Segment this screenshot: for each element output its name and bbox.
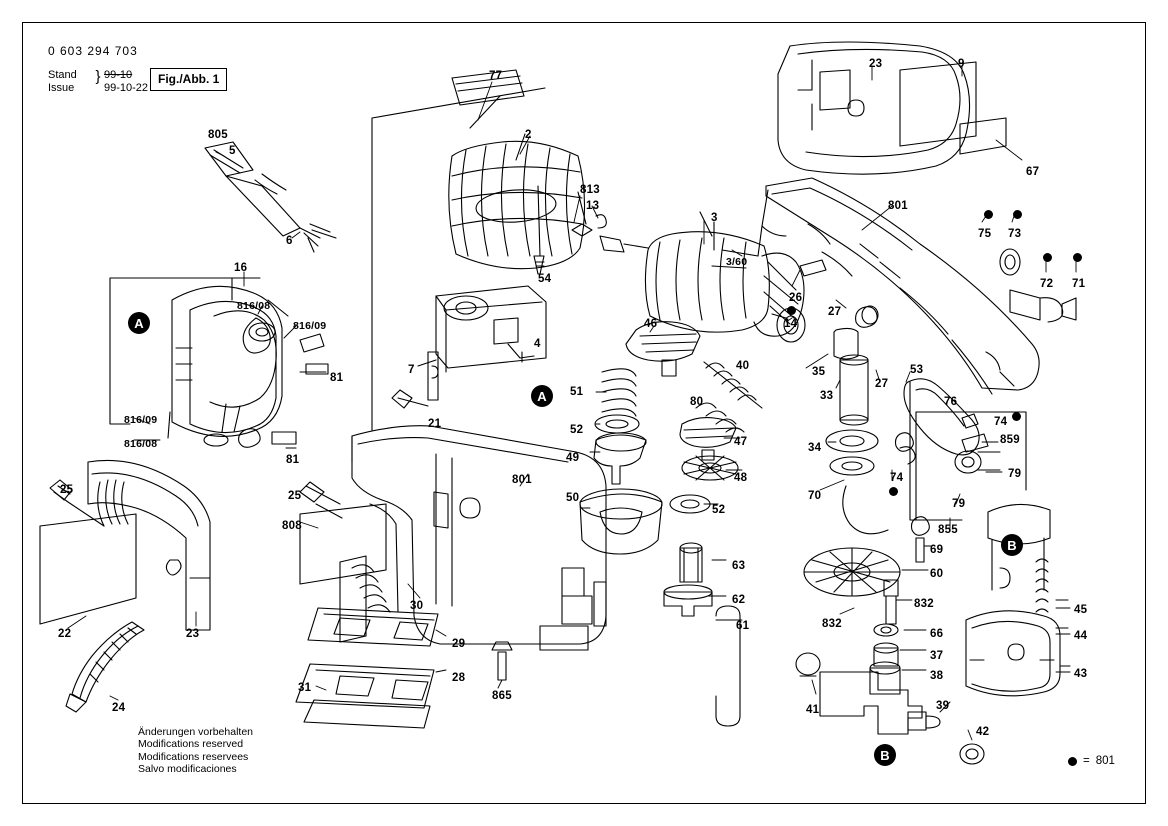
callout-34: 34 xyxy=(808,442,822,454)
callout-45: 45 xyxy=(1074,604,1088,616)
callout-21: 21 xyxy=(428,418,442,430)
callout-23: 23 xyxy=(186,628,200,640)
callout-5: 5 xyxy=(229,145,236,157)
filled-dot-icon xyxy=(1068,757,1077,766)
callout-73: 73 xyxy=(1008,228,1022,240)
callout-23: 23 xyxy=(869,58,883,70)
callout-77: 77 xyxy=(489,70,503,82)
callout-816-08: 816/08 xyxy=(124,438,158,450)
callout-66: 66 xyxy=(930,628,944,640)
callout-859: 859 xyxy=(1000,434,1020,446)
callout-801: 801 xyxy=(888,200,908,212)
callout-54: 54 xyxy=(538,273,552,285)
callout-72: 72 xyxy=(1040,278,1054,290)
note-line: Modifications reservees xyxy=(138,750,249,763)
callout-81: 81 xyxy=(286,454,300,466)
callout-40: 40 xyxy=(736,360,750,372)
callout-25: 25 xyxy=(60,484,74,496)
part-801-marker-dot xyxy=(984,210,993,219)
callout-80: 80 xyxy=(690,396,704,408)
callout-49: 49 xyxy=(566,452,580,464)
issue-date: 99-10-22 xyxy=(104,82,149,94)
callout-25: 25 xyxy=(288,490,302,502)
callout-28: 28 xyxy=(452,672,466,684)
callout-3-60: 3/60 xyxy=(726,256,748,268)
callout-44: 44 xyxy=(1074,630,1088,642)
callout-29: 29 xyxy=(452,638,466,650)
callout-43: 43 xyxy=(1074,668,1088,680)
figure-label-box: Fig./Abb. 1 xyxy=(150,68,227,91)
callout-52: 52 xyxy=(570,424,584,436)
callout-79: 79 xyxy=(1008,468,1022,480)
stand-label: Stand xyxy=(48,69,77,81)
part-number: 0 603 294 703 xyxy=(48,44,138,58)
callout-4: 4 xyxy=(534,338,541,350)
callout-48: 48 xyxy=(734,472,748,484)
part-801-marker-dot xyxy=(787,306,796,315)
callout-26: 26 xyxy=(789,292,803,304)
letter-callout-b: B xyxy=(1001,534,1023,556)
callout-69: 69 xyxy=(930,544,944,556)
diagram-border xyxy=(22,22,1146,804)
part-801-marker-dot xyxy=(1013,210,1022,219)
callout-813: 813 xyxy=(580,184,600,196)
callout-74: 74 xyxy=(890,472,904,484)
callout-38: 38 xyxy=(930,670,944,682)
callout-79: 79 xyxy=(952,498,966,510)
letter-callout-a: A xyxy=(531,385,553,407)
callout-14: 14 xyxy=(784,318,798,330)
disclaimer-notes xyxy=(138,726,253,776)
callout-816-09: 816/09 xyxy=(124,414,158,426)
callout-3: 3 xyxy=(711,212,718,224)
note-line: Salvo modificaciones xyxy=(138,763,237,776)
callout-53: 53 xyxy=(910,364,924,376)
callout-70: 70 xyxy=(808,490,822,502)
callout-75: 75 xyxy=(978,228,992,240)
note-line: Modifications reserved xyxy=(138,738,244,751)
callout-62: 62 xyxy=(732,594,746,606)
callout-35: 35 xyxy=(812,366,826,378)
callout-805: 805 xyxy=(208,129,228,141)
callout-24: 24 xyxy=(112,702,126,714)
part-801-marker-dot xyxy=(889,487,898,496)
callout-67: 67 xyxy=(1026,166,1040,178)
legend xyxy=(1068,755,1115,767)
callout-37: 37 xyxy=(930,650,944,662)
callout-2: 2 xyxy=(525,129,532,141)
part-801-marker-dot xyxy=(1073,253,1082,262)
callout-16: 16 xyxy=(234,262,248,274)
callout-60: 60 xyxy=(930,568,944,580)
callout-865: 865 xyxy=(492,690,512,702)
callout-30: 30 xyxy=(410,600,424,612)
revision-labels xyxy=(48,69,92,95)
letter-callout-b: B xyxy=(874,744,896,766)
callout-81: 81 xyxy=(330,372,344,384)
callout-9: 9 xyxy=(958,58,965,70)
brace-glyph: } xyxy=(95,68,101,85)
callout-855: 855 xyxy=(938,524,958,536)
callout-42: 42 xyxy=(976,726,990,738)
callout-832: 832 xyxy=(822,618,842,630)
legend-value: 801 xyxy=(1095,755,1115,767)
callout-74: 74 xyxy=(994,416,1008,428)
letter-callout-a: A xyxy=(128,312,150,334)
callout-27: 27 xyxy=(828,306,842,318)
callout-33: 33 xyxy=(820,390,834,402)
callout-27: 27 xyxy=(875,378,889,390)
callout-808: 808 xyxy=(282,520,302,532)
callout-816-08: 816/08 xyxy=(237,300,271,312)
callout-31: 31 xyxy=(298,682,312,694)
callout-76: 76 xyxy=(944,396,958,408)
callout-39: 39 xyxy=(936,700,950,712)
callout-71: 71 xyxy=(1072,278,1086,290)
callout-47: 47 xyxy=(734,436,748,448)
callout-801: 801 xyxy=(512,474,532,486)
note-line: Änderungen vorbehalten xyxy=(138,726,254,738)
callout-61: 61 xyxy=(736,620,750,632)
callout-41: 41 xyxy=(806,704,820,716)
stand-date: 99-10 xyxy=(104,69,133,81)
callout-52: 52 xyxy=(712,504,726,516)
callout-816-09: 816/09 xyxy=(293,320,327,332)
callout-22: 22 xyxy=(58,628,72,640)
callout-7: 7 xyxy=(408,364,415,376)
callout-13: 13 xyxy=(586,200,600,212)
part-801-marker-dot xyxy=(1012,412,1021,421)
part-801-marker-dot xyxy=(1043,253,1052,262)
legend-equals: = xyxy=(1083,755,1090,767)
callout-50: 50 xyxy=(566,492,580,504)
callout-6: 6 xyxy=(286,235,293,247)
callout-46: 46 xyxy=(644,318,658,330)
callout-832: 832 xyxy=(914,598,934,610)
issue-label: Issue xyxy=(48,82,75,94)
callout-51: 51 xyxy=(570,386,584,398)
callout-63: 63 xyxy=(732,560,746,572)
